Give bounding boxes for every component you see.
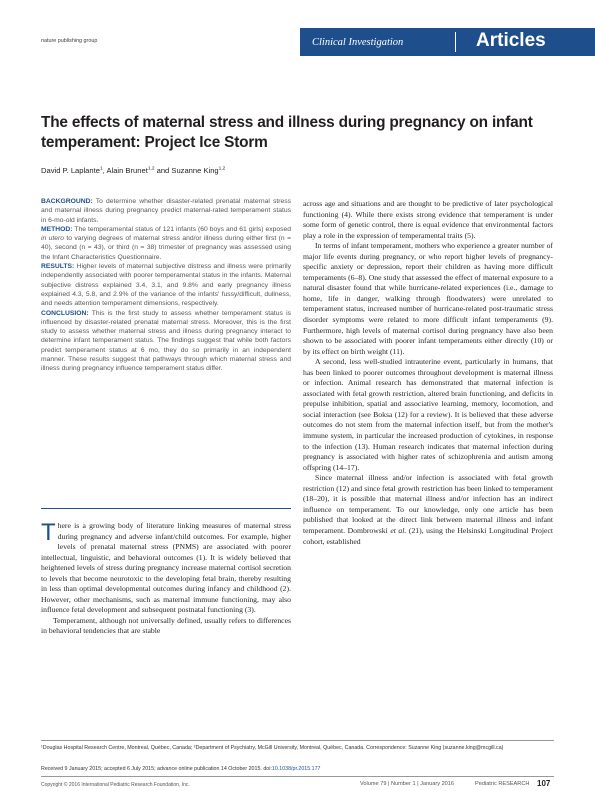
author-affiliation-marker: 1,2 <box>147 166 155 172</box>
abstract-conclusion <box>41 309 291 374</box>
body-paragraph <box>303 473 553 547</box>
page-number: 107 <box>537 779 551 788</box>
publisher-label: nature publishing group <box>41 38 98 44</box>
received-dates <box>41 766 320 772</box>
author-name: , Alain Brunet <box>102 166 148 175</box>
abstract-method <box>41 225 291 262</box>
abstract-divider <box>41 508 291 509</box>
article-title: The effects of maternal stress and illness during pregnancy on infant temperament: Project Ice Storm <box>41 114 533 151</box>
body-paragraph: across age and situations and are thought to be predictive of later psychological functioning (4). While there exists strong evidence that temperament is under some form of genetic control, there is equal evidence that environmental factors play a role in the expression of temperamental traits (5). <box>303 199 553 240</box>
abstract <box>41 197 291 374</box>
author-affiliation-marker: 1,2 <box>218 166 226 172</box>
body-paragraph <box>41 521 291 616</box>
abstract-heading: RESULTS: <box>41 263 75 271</box>
author-affiliation-marker: 1 <box>99 166 103 172</box>
body-paragraph: In terms of infant temperament, mothers who experience a greater number of major life events during pregnancy, or who report higher levels of pregnancy-specific anxiety or depression, report their children as having more difficult temperaments (6–8). One study that assessed the effect of maternal exposure to a natural disaster found that while hurricane-related experiences (i.e., damage to home, life in danger, walking through floodwaters) were unrelated to temperament status, increased number of hurricane-related post-traumatic stress disorder symptoms were related to more difficult infant temperaments (9). Furthermore, high levels of maternal cortisol during pregnancy have also been shown to be associated with poorer infant temperaments either directly (10) or by its effect on birth weight (11). <box>303 241 553 356</box>
abstract-text: To determine whether disaster-related prenatal maternal stress and maternal illness during pregnancy predict maternal-rated temperament status in 6-mo-old infants. <box>41 198 291 224</box>
abstract-text: to varying degrees of maternal stress and/or illness during either first (n = 40), second (n = 43), or third (n = 38) trimester of pregnancy was assessed using the Infant Characteristics Questionnaire. <box>41 235 292 261</box>
body-column-left <box>41 521 291 637</box>
copyright-notice: Copyright © 2016 International Pediatric Research Foundation, Inc. <box>41 782 190 788</box>
header-divider <box>455 32 456 52</box>
doi-link[interactable]: 10.1038/pr.2015.177 <box>271 766 321 772</box>
page-footer-divider <box>41 776 554 777</box>
abstract-text-italic: in utero <box>41 235 65 243</box>
paragraph-text-italic: et al. <box>390 525 407 535</box>
abstract-heading: BACKGROUND: <box>41 198 93 205</box>
paragraph-text: (21), using the Helsinski Longitudinal Project cohort, established <box>303 525 553 546</box>
article-type-label: Articles <box>476 30 546 51</box>
abstract-results <box>41 262 291 308</box>
abstract-background <box>41 197 291 225</box>
paragraph-text: here is a growing body of literature linking measures of maternal stress during pregnancy and adverse infant/child outcomes. For example, higher levels of prenatal maternal stress (PNMS) are associated with poorer intellectual, linguistic, and behavioral outcomes (1). It is widely believed that heightened levels of stress during pregnancy increase maternal cortisol secretion to levels that become neurotoxic to the developing fetal brain, thereby resulting in less than optimal developmental outcomes during infancy and childhood (2). However, other mechanisms, such as maternal immune functioning, may also influence fetal development and subsequent postnatal functioning (3). <box>41 521 291 615</box>
abstract-text: Higher levels of maternal subjective distress and illness were primarily independently associated with poorer temperamental status in the infants. Maternal subjective distress explained 3.4, 3.1, and 9.8% and early pregnancy illness explained 4.3, 5.8, and 2.9% of the variance of the infants' fussy/difficult, dullness, and needs attention temperament dimensions, respectively. <box>41 263 291 308</box>
affiliations-footnote: ¹Douglas Hospital Research Centre, Montreal, Québec, Canada; ²Department of Psychiatry, McGill University, Montreal, Québec, Canada. Correspondence: Suzanne King (suzanne.king@mcgill.ca) <box>41 745 504 751</box>
journal-name: Pediatric RESEARCH <box>475 781 530 787</box>
author-name: and Suzanne King <box>154 166 219 175</box>
abstract-text: The temperamental status of 121 infants (60 boys and 61 girls) exposed <box>72 225 291 233</box>
body-column-right <box>303 199 553 547</box>
header-band <box>300 28 595 56</box>
issue-info: Volume 79 | Number 1 | January 2016 <box>360 781 455 787</box>
section-label: Clinical Investigation <box>312 37 404 48</box>
author-list <box>41 166 225 175</box>
abstract-heading: CONCLUSION: <box>41 309 89 317</box>
body-paragraph: A second, less well-studied intrauterine event, particularly in humans, that has been linked to poorer outcomes throughout development is maternal illness or infection. Animal research has demonstrated that maternal infection is associated with fetal growth restriction, altered brain functioning, and deficits in prepulse inhibition, spatial and associative learning, memory, locomotion, and social interaction (see Boksa (12) for a review). It is believed that these adverse outcomes do not stem from the maternal infection itself, but from the mother's immune system, in particular the increased production of cytokines, in response to the infection (13). Human research indicates that maternal infection during pregnancy is associated with higher rates of schizophrenia and autism among offspring (14–17). <box>303 357 553 472</box>
author-name: David P. Laplante <box>41 166 100 175</box>
drop-cap: T <box>41 519 56 546</box>
abstract-text: This is the first study to assess whether temperament status is influenced by disaster-related prenatal maternal stress. Moreover, this is the first study to assess whether maternal stress and illness during pregnancy interact to determine infant temperament status. The findings suggest that while both factors predict temperament status at 6 mo, they do so primarily in an independent manner. These results suggest that pathways through which maternal stress and illness during pregnancy influence temperament status differ. <box>41 309 291 373</box>
paragraph-text: Since maternal illness and/or infection is associated with fetal growth restriction (12) and since fetal growth restriction has been linked to temperament (18–20), it is possible that maternal illness and/or infection has an indirect influence on temperament. To our knowledge, only one article has been published that looked at the direct link between maternal illness and infant temperament. Dombrowski <box>303 473 553 535</box>
received-text: Received 9 January 2015; accepted 6 July 2015; advance online publication 14 October 2015. doi: <box>41 766 272 772</box>
footnote-divider <box>41 740 554 741</box>
body-paragraph: Temperament, although not universally defined, usually refers to differences in behavioral tendencies that are stable <box>41 615 291 636</box>
abstract-heading: METHOD: <box>41 225 73 233</box>
